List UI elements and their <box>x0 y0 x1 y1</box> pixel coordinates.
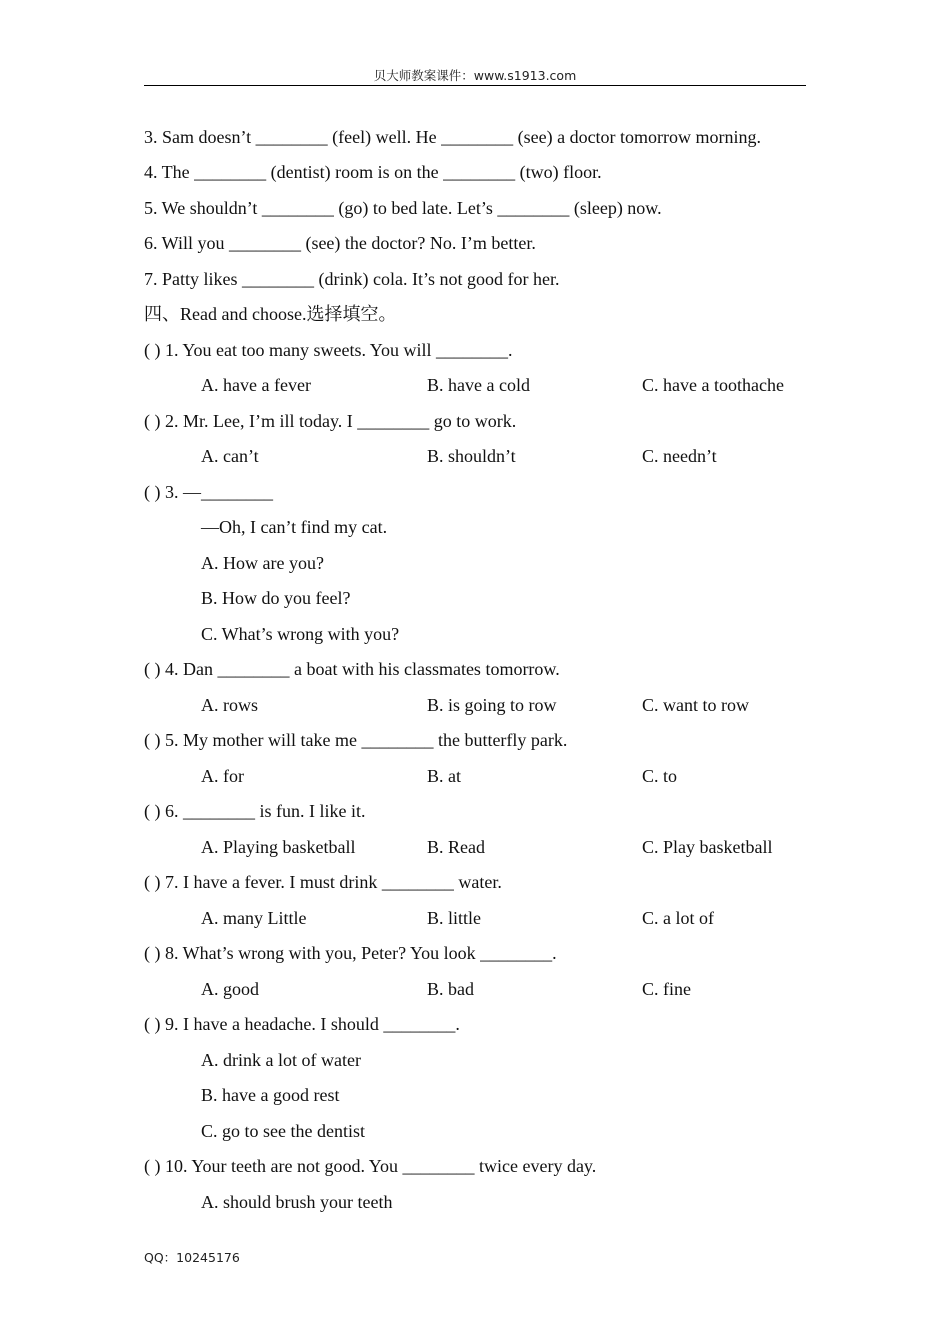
option-c: C. fine <box>642 979 691 999</box>
option-a: A. drink a lot of water <box>201 1050 361 1070</box>
option-a: A. rows <box>201 695 258 715</box>
question-stem: ( ) 2. Mr. Lee, I’m ill today. I ________ go to work. <box>144 411 517 431</box>
option-a: A. should brush your teeth <box>201 1192 393 1212</box>
option-b: B. at <box>427 766 461 786</box>
option-c: C. go to see the dentist <box>201 1121 365 1141</box>
option-b: B. have a cold <box>427 375 530 395</box>
option-a: A. for <box>201 766 244 786</box>
option-c: C. What’s wrong with you? <box>201 624 400 644</box>
dialogue-reply: —Oh, I can’t find my cat. <box>201 517 388 537</box>
fill-in-line: 3. Sam doesn’t ________ (feel) well. He ________ (see) a doctor tomorrow morning. <box>144 127 762 147</box>
question-stem: ( ) 7. I have a fever. I must drink ________ water. <box>144 872 502 892</box>
option-a: A. good <box>201 979 259 999</box>
question-stem: ( ) 6. ________ is fun. I like it. <box>144 801 366 821</box>
page-footer: QQ：10245176 <box>144 1250 240 1265</box>
option-b: B. little <box>427 908 481 928</box>
option-b: B. shouldn’t <box>427 446 516 466</box>
option-b: B. Read <box>427 837 485 857</box>
question-stem: ( ) 5. My mother will take me ________ the butterfly park. <box>144 730 568 750</box>
section-title: 四、Read and choose.选择填空。 <box>144 304 397 324</box>
option-b: B. bad <box>427 979 474 999</box>
option-a: A. many Little <box>201 908 307 928</box>
fill-in-line: 6. Will you ________ (see) the doctor? No. I’m better. <box>144 233 536 253</box>
option-b: B. have a good rest <box>201 1085 340 1105</box>
option-a: A. have a fever <box>201 375 311 395</box>
question-stem: ( ) 3. —________ <box>144 482 273 502</box>
header-divider <box>144 85 806 86</box>
question-stem: ( ) 8. What’s wrong with you, Peter? You look ________. <box>144 943 557 963</box>
fill-in-line: 7. Patty likes ________ (drink) cola. It’s not good for her. <box>144 269 560 289</box>
option-c: C. have a toothache <box>642 375 784 395</box>
question-stem: ( ) 4. Dan ________ a boat with his classmates tomorrow. <box>144 659 560 679</box>
option-c: C. a lot of <box>642 908 714 928</box>
question-stem: ( ) 9. I have a headache. I should ________. <box>144 1014 460 1034</box>
option-c: C. to <box>642 766 678 786</box>
option-b: B. How do you feel? <box>201 588 351 608</box>
question-stem: ( ) 1. You eat too many sweets. You will ________. <box>144 340 513 360</box>
option-a: A. Playing basketball <box>201 837 356 857</box>
option-c: C. want to row <box>642 695 749 715</box>
option-b: B. is going to row <box>427 695 557 715</box>
option-a: A. can’t <box>201 446 259 466</box>
option-c: C. needn’t <box>642 446 717 466</box>
option-c: C. Play basketball <box>642 837 773 857</box>
question-stem: ( ) 10. Your teeth are not good. You ________ twice every day. <box>144 1156 597 1176</box>
fill-in-line: 4. The ________ (dentist) room is on the ________ (two) floor. <box>144 162 602 182</box>
option-a: A. How are you? <box>201 553 324 573</box>
page-header: 贝大师教案课件：www.s1913.com <box>373 68 577 83</box>
fill-in-line: 5. We shouldn’t ________ (go) to bed late. Let’s ________ (sleep) now. <box>144 198 662 218</box>
